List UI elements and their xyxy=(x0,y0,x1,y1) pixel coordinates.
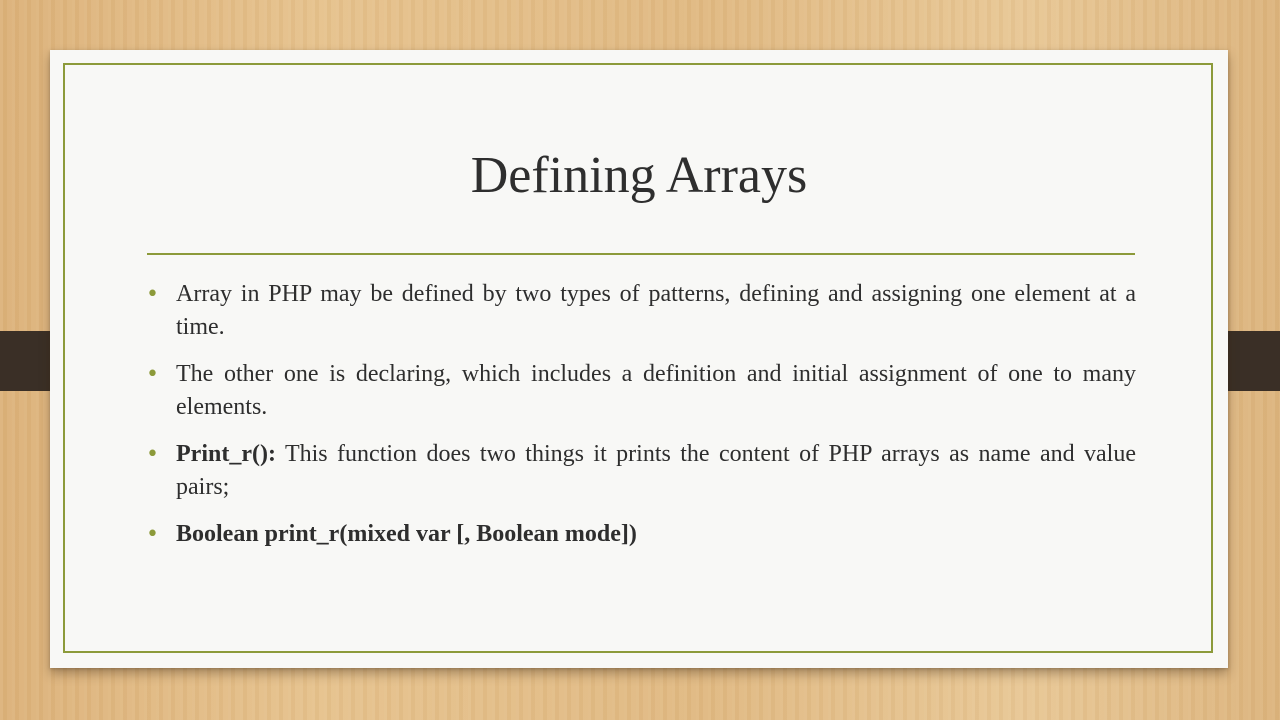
title-divider xyxy=(147,253,1135,255)
bullet-item xyxy=(146,358,1136,424)
bullet-text: This function does two things it prints the content of PHP arrays as name and value pairs; xyxy=(176,441,1136,500)
bullet-dot-icon: • xyxy=(146,362,159,387)
bullet-bold-lead: Print_r(): xyxy=(176,441,276,467)
bullet-item xyxy=(146,518,1136,551)
bullet-dot-icon: • xyxy=(146,442,159,467)
bullet-text: Array in PHP may be defined by two types of patterns, defining and assigning one element at a time. xyxy=(176,281,1136,340)
bullet-list xyxy=(146,278,1136,565)
bullet-item xyxy=(146,438,1136,504)
bullet-code-signature: Boolean print_r(mixed var [, Boolean mode]) xyxy=(176,521,637,547)
bullet-dot-icon: • xyxy=(146,282,159,307)
bullet-text: The other one is declaring, which includes a definition and initial assignment of one to many elements. xyxy=(176,361,1136,420)
slide xyxy=(50,50,1228,668)
bullet-item xyxy=(146,278,1136,344)
bullet-dot-icon: • xyxy=(146,522,159,547)
slide-title: Defining Arrays xyxy=(470,147,808,204)
